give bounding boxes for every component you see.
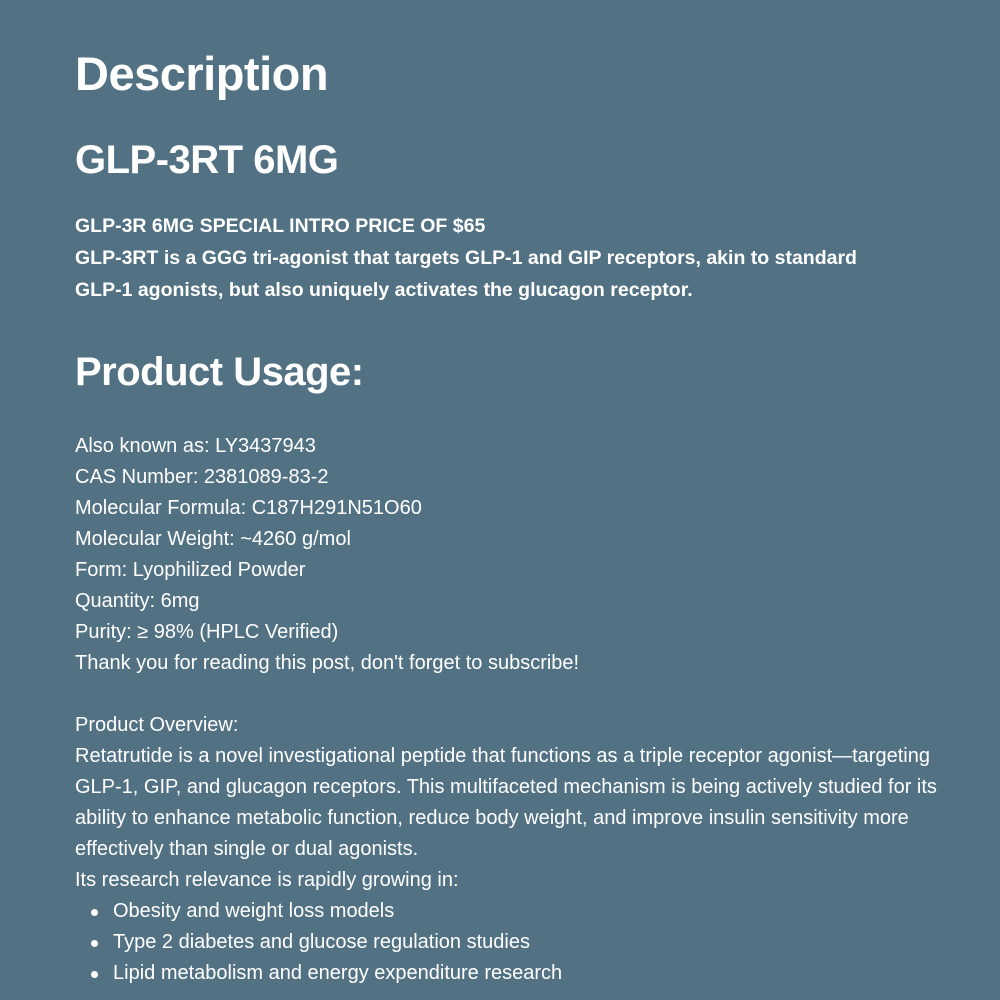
overview-title: Product Overview: <box>75 714 239 736</box>
spec-cas-number: CAS Number: 2381089-83-2 <box>75 466 329 488</box>
spec-molecular-weight: Molecular Weight: ~4260 g/mol <box>75 528 351 550</box>
relevance-list <box>75 896 955 989</box>
spec-quantity: Quantity: 6mg <box>75 590 200 612</box>
bullet-icon <box>91 971 98 978</box>
spec-purity: Purity: ≥ 98% (HPLC Verified) <box>75 621 339 643</box>
intro-block <box>75 210 945 306</box>
promo-text: GLP-3R 6MG SPECIAL INTRO PRICE OF $65 <box>75 215 486 237</box>
list-item: Type 2 diabetes and glucose regulation studies <box>113 927 955 958</box>
list-item: Obesity and weight loss models <box>113 896 955 927</box>
spec-list <box>75 431 955 679</box>
bullet-icon <box>91 940 98 947</box>
spec-form: Form: Lyophilized Powder <box>75 559 306 581</box>
relevance-intro: Its research relevance is rapidly growing in: <box>75 869 459 891</box>
intro-line-2: GLP-1 agonists, but also uniquely activates the glucagon receptor. <box>75 279 693 301</box>
list-item: Lipid metabolism and energy expenditure research <box>113 958 955 989</box>
intro-line-1: GLP-3RT is a GGG tri-agonist that targets GLP-1 and GIP receptors, akin to standard <box>75 247 857 269</box>
spec-molecular-formula: Molecular Formula: C187H291N51O60 <box>75 497 422 519</box>
product-overview <box>75 710 955 989</box>
bullet-icon <box>91 909 98 916</box>
spec-also-known-as: Also known as: LY3437943 <box>75 435 316 457</box>
overview-body: Retatrutide is a novel investigational peptide that functions as a triple receptor agonist—targeting GLP-1, GIP, and glucagon receptors. This multifaceted mechanism is being actively studied for its ability to enhance metabolic function, reduce body weight, and improve insulin sensitivity more effectively than single or dual agonists. <box>75 745 937 860</box>
product-usage-heading: Product Usage: <box>75 350 364 394</box>
product-name-heading: GLP-3RT 6MG <box>75 138 339 182</box>
subscribe-note: Thank you for reading this post, don't forget to subscribe! <box>75 652 580 674</box>
description-heading: Description <box>75 47 329 100</box>
